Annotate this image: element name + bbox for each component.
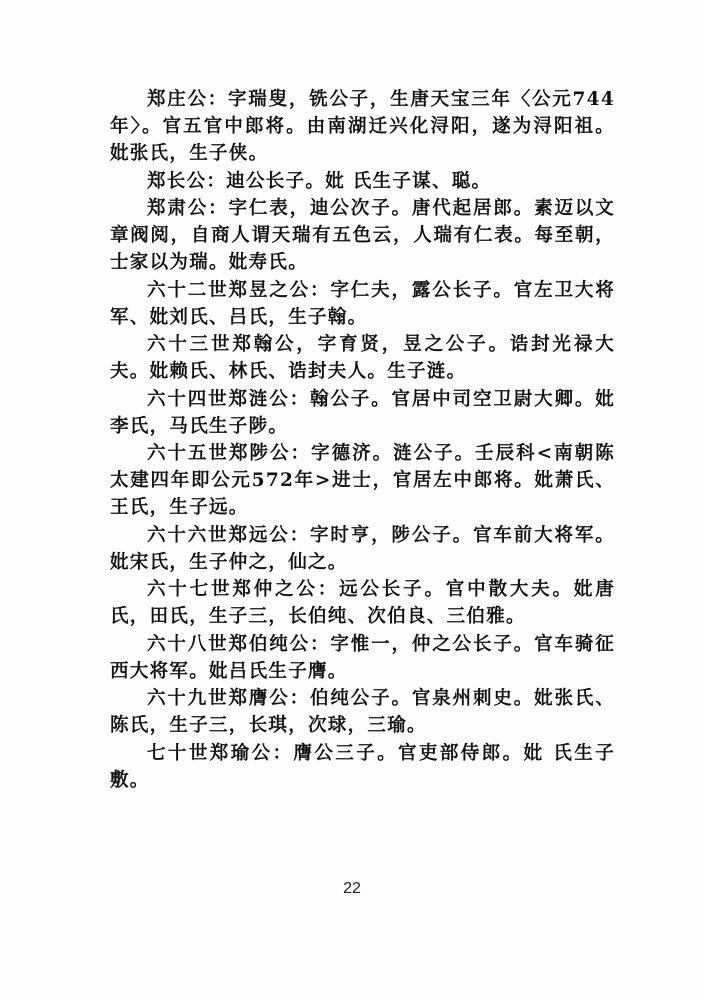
paragraph-gen-65: 六十五世郑陟公：字德济。涟公子。壬辰科<南朝陈太建四年即公元572年>进士，官居左中郎将。妣萧氏、王氏，生子远。 <box>110 443 615 518</box>
paragraph-zheng-zhuang: 郑庄公：字瑞叟，铣公子，生唐天宝三年〈公元744年〉。官五官中郎将。由南湖迁兴化浔阳，遂为浔阳祖。妣张氏，生子侠。 <box>110 89 615 164</box>
paragraph-gen-63: 六十三世郑翰公，字育贤，昱之公子。诰封光禄大夫。妣赖氏、林氏、诰封夫人。生子涟。 <box>110 334 615 382</box>
paragraph-zheng-su: 郑肃公：字仁表，迪公次子。唐代起居郎。素迈以文章阀阅，自商人谓天瑞有五色云，人瑞有仁表。每至朝，士家以为瑞。妣寿氏。 <box>110 198 615 273</box>
paragraph-gen-70: 七十世郑瑜公：膺公三子。官吏部侍郎。妣 氏生子敷。 <box>110 742 615 791</box>
paragraph-gen-67: 六十七世郑仲之公：远公长子。官中散大夫。妣唐氏，田氏，生子三，长伯纯、次伯良、三伯雅。 <box>110 579 615 627</box>
paragraph-gen-69: 六十九世郑膺公：伯纯公子。官泉州刺史。妣张氏、陈氏，生子三，长琪，次球，三瑜。 <box>110 688 615 736</box>
genealogy-text <box>110 86 615 794</box>
page-number: 22 <box>343 880 361 897</box>
paragraph-gen-68: 六十八世郑伯纯公：字惟一，仲之公长子。官车骑征西大将军。妣吕氏生子膺。 <box>110 633 615 682</box>
paragraph-gen-64: 六十四世郑涟公：翰公子。官居中司空卫尉大卿。妣李氏，马氏生子陟。 <box>110 388 615 437</box>
paragraph-gen-62: 六十二世郑昱之公：字仁夫，露公长子。官左卫大将军、妣刘氏、吕氏，生子翰。 <box>110 279 615 328</box>
paragraph-zheng-chang: 郑长公：迪公长子。妣 氏生子谋、聪。 <box>147 170 492 192</box>
paragraph-gen-66: 六十六世郑远公：字时亨，陟公子。官车前大将军。妣宋氏，生子仲之，仙之。 <box>110 524 615 573</box>
